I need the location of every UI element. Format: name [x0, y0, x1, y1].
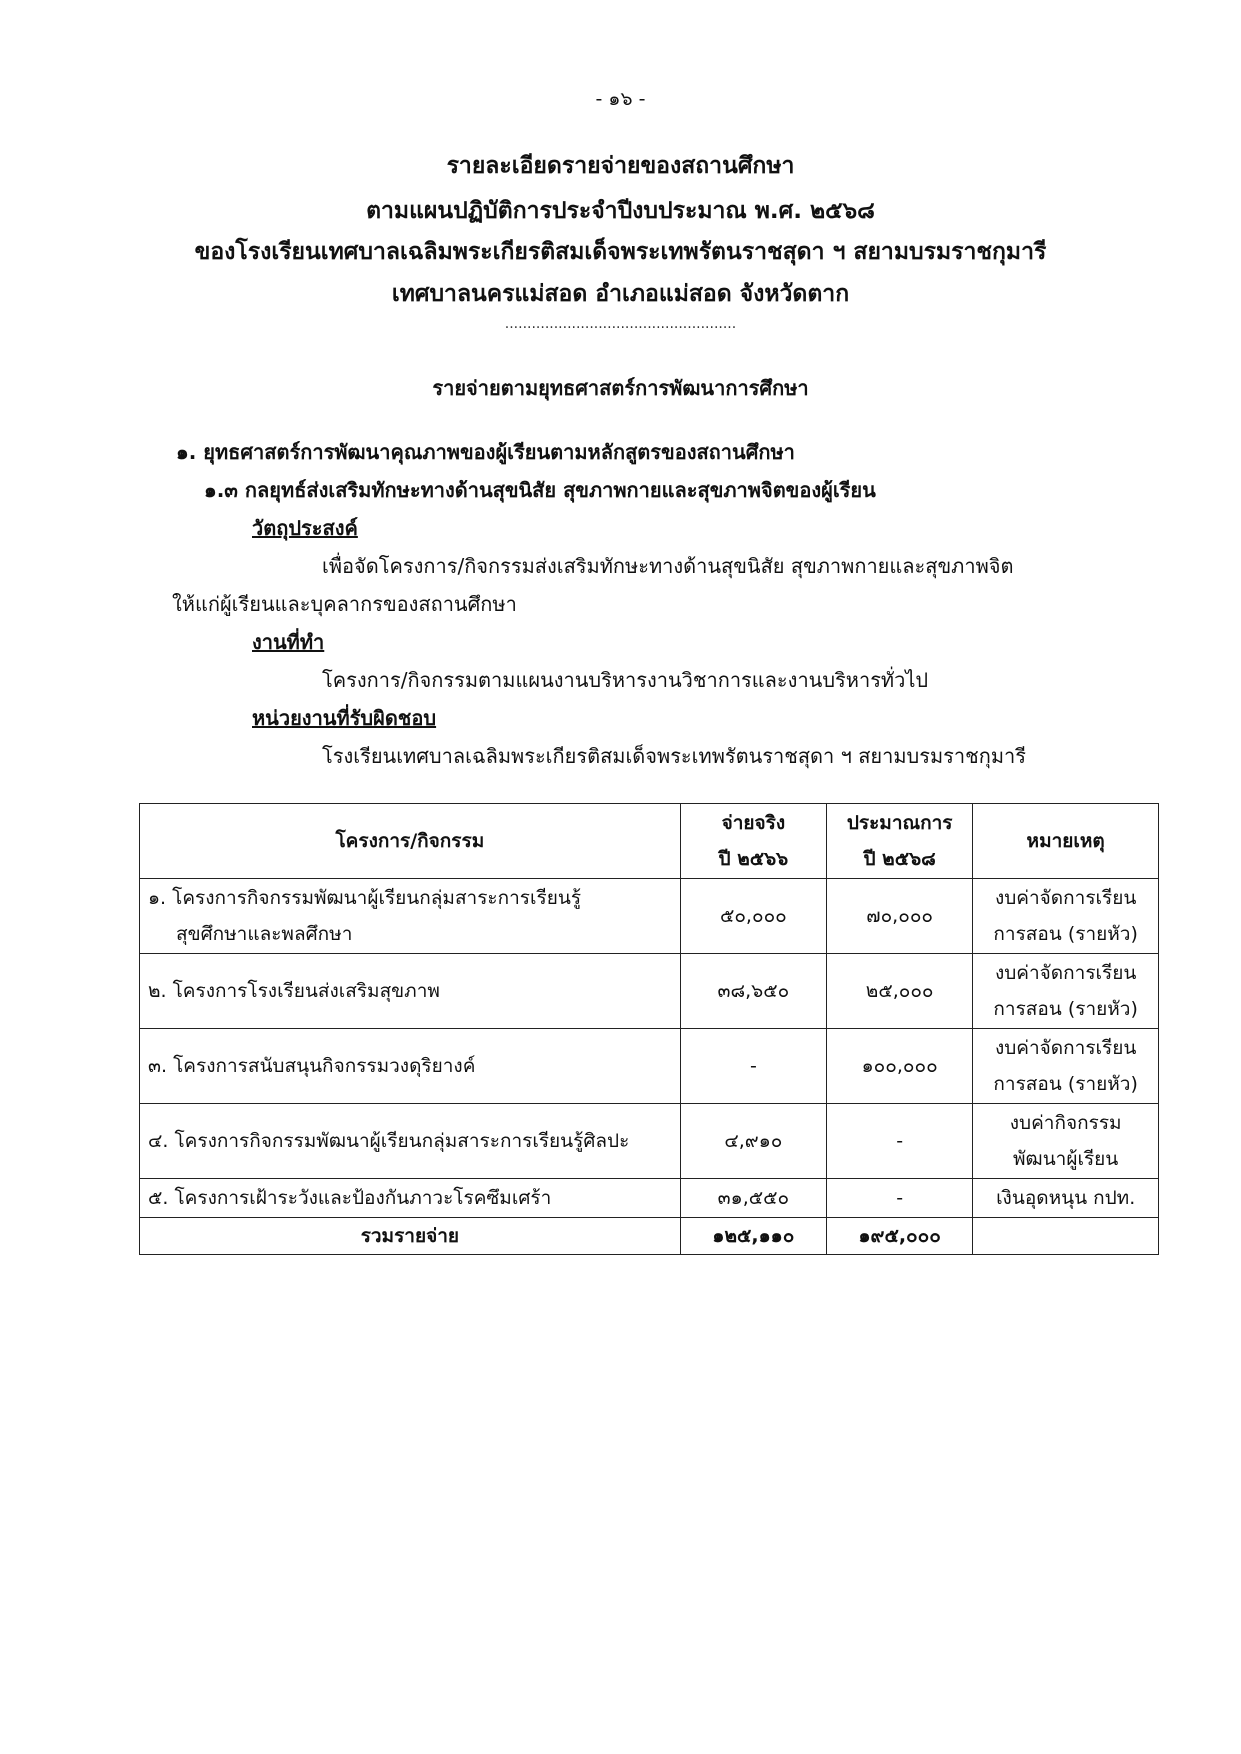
document-title-line-1: รายละเอียดรายจ่ายของสถานศึกษา — [446, 153, 795, 179]
dotted-divider: .................................................... — [504, 316, 737, 332]
row-1-estimate: ๗๐,๐๐๐ — [827, 879, 973, 954]
row-5-remark: เงินอุดหนุน กปท. — [973, 1179, 1159, 1218]
row-3-remark-line-1: งบค่าจัดการเรียน — [994, 1037, 1137, 1059]
table-row — [140, 1104, 1159, 1179]
responsible-text: โรงเรียนเทศบาลเฉลิมพระเกียรติสมเด็จพระเทพรัตนราชสุดา ฯ สยามบรมราชกุมารี — [322, 744, 1026, 768]
table-header-row — [140, 804, 1159, 879]
table-row — [140, 954, 1159, 1029]
row-2-remark — [973, 954, 1159, 1029]
objective-text-line-1: เพื่อจัดโครงการ/กิจกรรมส่งเสริมทักษะทางด้านสุขนิสัย สุขภาพกายและสุขภาพจิต — [322, 554, 1014, 578]
work-text: โครงการ/กิจกรรมตามแผนงานบริหารงานวิชาการและงานบริหารทั่วไป — [322, 668, 929, 692]
row-1-remark-line-2: การสอน (รายหัว) — [993, 923, 1138, 945]
total-label: รวมรายจ่าย — [140, 1218, 681, 1255]
header-project-label: โครงการ/กิจกรรม — [335, 830, 485, 852]
total-estimate: ๑๙๕,๐๐๐ — [827, 1218, 973, 1255]
document-title-line-4: เทศบาลนครแม่สอด อำเภอแม่สอด จังหวัดตาก — [391, 281, 850, 307]
row-3-project: ๓. โครงการสนับสนุนกิจกรรมวงดุริยางค์ — [140, 1029, 681, 1104]
row-1-remark-line-1: งบค่าจัดการเรียน — [994, 887, 1137, 909]
row-5-actual: ๓๑,๕๕๐ — [680, 1179, 826, 1218]
page-number: - ๑๖ - — [595, 88, 646, 110]
table-row — [140, 1179, 1159, 1218]
total-remark — [973, 1218, 1159, 1255]
row-2-estimate: ๒๕,๐๐๐ — [827, 954, 973, 1029]
header-estimate — [827, 804, 973, 879]
table-row — [140, 1029, 1159, 1104]
row-2-project: ๒. โครงการโรงเรียนส่งเสริมสุขภาพ — [140, 954, 681, 1029]
objective-text-line-2: ให้แก่ผู้เรียนและบุคลากรของสถานศึกษา — [172, 592, 517, 616]
objective-heading: วัตถุประสงค์ — [252, 516, 358, 540]
responsible-heading: หน่วยงานที่รับผิดชอบ — [252, 706, 437, 730]
header-actual-line-1: จ่ายจริง — [721, 812, 786, 834]
row-1-project-line-1: ๑. โครงการกิจกรรมพัฒนาผู้เรียนกลุ่มสาระการเรียนรู้ — [148, 887, 582, 909]
strategy-heading: ๑. ยุทธศาสตร์การพัฒนาคุณภาพของผู้เรียนตามหลักสูตรของสถานศึกษา — [176, 440, 795, 464]
row-2-remark-line-2: การสอน (รายหัว) — [993, 998, 1138, 1020]
header-actual — [680, 804, 826, 879]
header-estimate-line-2: ปี ๒๕๖๘ — [863, 848, 936, 870]
row-4-remark-line-1: งบค่ากิจกรรม — [1009, 1112, 1122, 1134]
row-2-actual: ๓๘,๖๕๐ — [680, 954, 826, 1029]
row-4-remark — [973, 1104, 1159, 1179]
row-1-project-line-2: สุขศึกษาและพลศึกษา — [176, 923, 353, 945]
row-1-remark — [973, 879, 1159, 954]
document-title-line-2: ตามแผนปฏิบัติการประจำปีงบประมาณ พ.ศ. ๒๕๖๘ — [366, 198, 875, 224]
row-4-project: ๔. โครงการกิจกรรมพัฒนาผู้เรียนกลุ่มสาระการเรียนรู้ศิลปะ — [140, 1104, 681, 1179]
row-3-estimate: ๑๐๐,๐๐๐ — [827, 1029, 973, 1104]
row-4-actual: ๔,๙๑๐ — [680, 1104, 826, 1179]
header-estimate-line-1: ประมาณการ — [846, 812, 953, 834]
row-4-estimate: - — [827, 1104, 973, 1179]
header-actual-line-2: ปี ๒๕๖๖ — [718, 848, 789, 870]
header-remark-label: หมายเหตุ — [1026, 830, 1105, 852]
work-heading: งานที่ทำ — [252, 630, 325, 654]
row-5-project: ๕. โครงการเฝ้าระวังและป้องกันภาวะโรคซึมเศร้า — [140, 1179, 681, 1218]
section-subtitle: รายจ่ายตามยุทธศาสตร์การพัฒนาการศึกษา — [432, 376, 809, 400]
row-4-remark-line-2: พัฒนาผู้เรียน — [1013, 1148, 1119, 1170]
row-2-remark-line-1: งบค่าจัดการเรียน — [994, 962, 1137, 984]
header-project — [140, 804, 681, 879]
substrategy-heading: ๑.๓ กลยุทธ์ส่งเสริมทักษะทางด้านสุขนิสัย สุขภาพกายและสุขภาพจิตของผู้เรียน — [204, 478, 876, 502]
table-total-row — [140, 1218, 1159, 1255]
table-row — [140, 879, 1159, 954]
row-3-remark-line-2: การสอน (รายหัว) — [993, 1073, 1138, 1095]
row-1-project — [140, 879, 681, 954]
row-3-actual: - — [680, 1029, 826, 1104]
row-1-actual: ๕๐,๐๐๐ — [680, 879, 826, 954]
document-title-line-3: ของโรงเรียนเทศบาลเฉลิมพระเกียรติสมเด็จพระเทพรัตนราชสุดา ฯ สยามบรมราชกุมารี — [194, 239, 1047, 265]
total-actual: ๑๒๕,๑๑๐ — [680, 1218, 826, 1255]
row-3-remark — [973, 1029, 1159, 1104]
row-5-estimate: - — [827, 1179, 973, 1218]
header-remark — [973, 804, 1159, 879]
budget-table — [139, 803, 1159, 1255]
